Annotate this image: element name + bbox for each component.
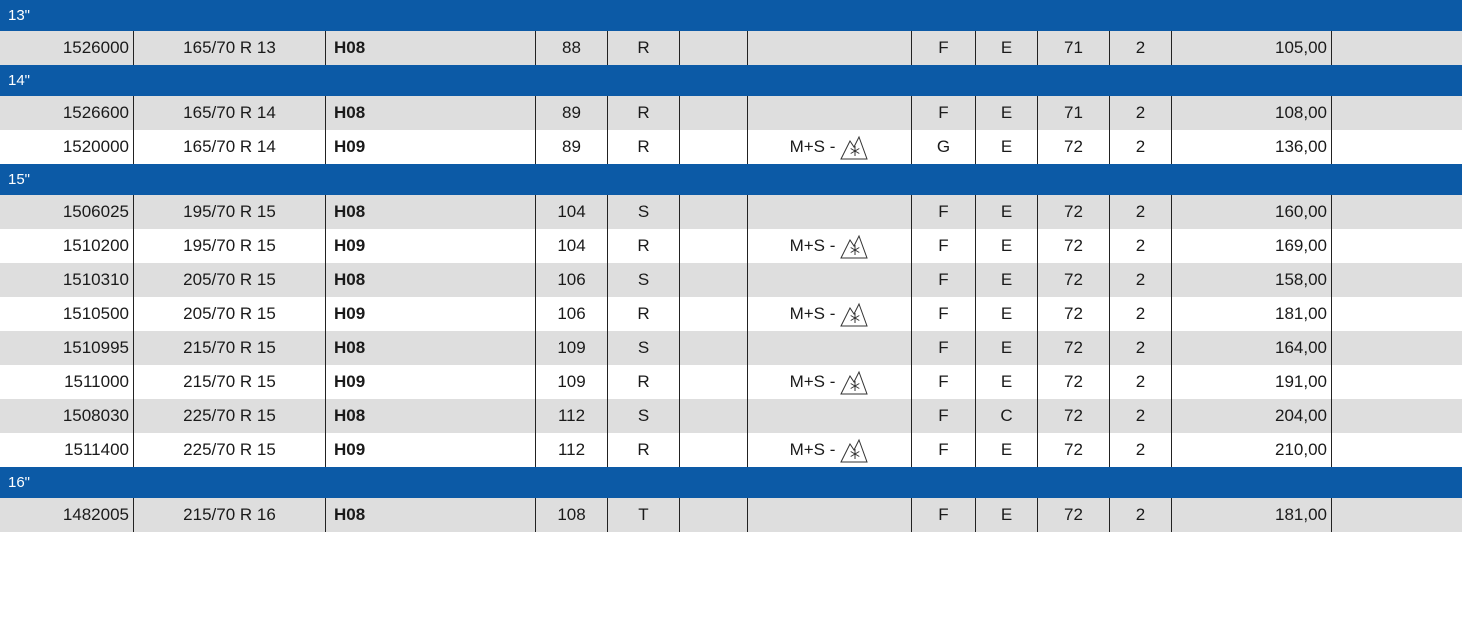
rim-size-header: [0, 467, 1462, 498]
wet-grip-class: E: [976, 263, 1038, 297]
tire-size: 225/70 R 15: [134, 399, 326, 433]
fuel-efficiency-class: F: [912, 498, 976, 532]
speed-index: R: [608, 433, 680, 467]
empty-cell: [680, 195, 748, 229]
price: 181,00: [1172, 498, 1332, 532]
rim-size-label: 13": [8, 7, 31, 24]
noise-class: 2: [1110, 130, 1172, 164]
load-index: 109: [536, 365, 608, 399]
trailing-cell: [1332, 399, 1462, 433]
noise-class: 2: [1110, 433, 1172, 467]
article-code: 1510200: [0, 229, 134, 263]
tread-model: H09: [326, 297, 536, 331]
trailing-cell: [1332, 31, 1462, 65]
table-row: [0, 433, 1462, 467]
noise-db: 72: [1038, 229, 1110, 263]
price: 210,00: [1172, 433, 1332, 467]
winter-marking: [748, 31, 912, 65]
wet-grip-class: E: [976, 297, 1038, 331]
winter-marking: [748, 130, 912, 164]
tire-size: 195/70 R 15: [134, 195, 326, 229]
noise-class: 2: [1110, 229, 1172, 263]
article-code: 1510500: [0, 297, 134, 331]
wet-grip-class: E: [976, 331, 1038, 365]
noise-class: 2: [1110, 399, 1172, 433]
noise-db: 72: [1038, 498, 1110, 532]
load-index: 108: [536, 498, 608, 532]
article-code: 1482005: [0, 498, 134, 532]
winter-marking: [748, 331, 912, 365]
tread-model: H08: [326, 96, 536, 130]
wet-grip-class: E: [976, 365, 1038, 399]
trailing-cell: [1332, 331, 1462, 365]
empty-cell: [680, 96, 748, 130]
noise-class: 2: [1110, 331, 1172, 365]
tire-size: 195/70 R 15: [134, 229, 326, 263]
noise-db: 72: [1038, 365, 1110, 399]
snowflake-mountain-icon: [839, 133, 869, 161]
winter-marking-text: M+S -: [789, 137, 836, 156]
tread-model: H09: [326, 433, 536, 467]
table-row: [0, 229, 1462, 263]
table-row: [0, 96, 1462, 130]
trailing-cell: [1332, 195, 1462, 229]
tire-size: 165/70 R 14: [134, 130, 326, 164]
winter-marking: [748, 96, 912, 130]
load-index: 112: [536, 433, 608, 467]
trailing-cell: [1332, 263, 1462, 297]
speed-index: R: [608, 31, 680, 65]
winter-marking-text: M+S -: [789, 372, 836, 391]
fuel-efficiency-class: F: [912, 195, 976, 229]
wet-grip-class: E: [976, 229, 1038, 263]
table-row: [0, 365, 1462, 399]
price: 105,00: [1172, 31, 1332, 65]
noise-db: 72: [1038, 263, 1110, 297]
winter-marking: [748, 365, 912, 399]
empty-cell: [680, 331, 748, 365]
rim-size-header: [0, 65, 1462, 96]
speed-index: S: [608, 263, 680, 297]
empty-cell: [680, 297, 748, 331]
fuel-efficiency-class: F: [912, 433, 976, 467]
empty-cell: [680, 399, 748, 433]
tire-size: 215/70 R 16: [134, 498, 326, 532]
wet-grip-class: E: [976, 433, 1038, 467]
fuel-efficiency-class: G: [912, 130, 976, 164]
empty-cell: [680, 263, 748, 297]
price: 204,00: [1172, 399, 1332, 433]
empty-cell: [680, 130, 748, 164]
tire-size: 215/70 R 15: [134, 365, 326, 399]
price: 191,00: [1172, 365, 1332, 399]
wet-grip-class: C: [976, 399, 1038, 433]
tread-model: H08: [326, 195, 536, 229]
noise-db: 71: [1038, 96, 1110, 130]
noise-class: 2: [1110, 96, 1172, 130]
article-code: 1511400: [0, 433, 134, 467]
article-code: 1526000: [0, 31, 134, 65]
fuel-efficiency-class: F: [912, 31, 976, 65]
tread-model: H08: [326, 331, 536, 365]
winter-marking-text: M+S -: [789, 304, 836, 323]
load-index: 104: [536, 229, 608, 263]
load-index: 112: [536, 399, 608, 433]
fuel-efficiency-class: F: [912, 399, 976, 433]
noise-db: 72: [1038, 399, 1110, 433]
tire-size: 215/70 R 15: [134, 331, 326, 365]
article-code: 1510310: [0, 263, 134, 297]
price: 169,00: [1172, 229, 1332, 263]
price: 164,00: [1172, 331, 1332, 365]
winter-marking: [748, 399, 912, 433]
article-code: 1508030: [0, 399, 134, 433]
price: 108,00: [1172, 96, 1332, 130]
tire-size: 165/70 R 14: [134, 96, 326, 130]
noise-class: 2: [1110, 297, 1172, 331]
winter-marking: [748, 263, 912, 297]
article-code: 1526600: [0, 96, 134, 130]
rim-size-label: 16": [8, 474, 31, 491]
snowflake-mountain-icon: [839, 232, 869, 260]
wet-grip-class: E: [976, 498, 1038, 532]
empty-cell: [680, 229, 748, 263]
article-code: 1506025: [0, 195, 134, 229]
speed-index: S: [608, 399, 680, 433]
noise-class: 2: [1110, 263, 1172, 297]
tire-size: 225/70 R 15: [134, 433, 326, 467]
price: 181,00: [1172, 297, 1332, 331]
table-row: [0, 195, 1462, 229]
tread-model: H08: [326, 263, 536, 297]
tire-size: 165/70 R 13: [134, 31, 326, 65]
price: 158,00: [1172, 263, 1332, 297]
table-row: [0, 130, 1462, 164]
trailing-cell: [1332, 433, 1462, 467]
load-index: 104: [536, 195, 608, 229]
winter-marking-text: M+S -: [789, 440, 836, 459]
speed-index: R: [608, 297, 680, 331]
snowflake-mountain-icon: [839, 300, 869, 328]
trailing-cell: [1332, 96, 1462, 130]
empty-cell: [680, 498, 748, 532]
load-index: 106: [536, 263, 608, 297]
tire-size: 205/70 R 15: [134, 297, 326, 331]
price: 136,00: [1172, 130, 1332, 164]
winter-marking: [748, 297, 912, 331]
load-index: 89: [536, 130, 608, 164]
fuel-efficiency-class: F: [912, 365, 976, 399]
article-code: 1510995: [0, 331, 134, 365]
price: 160,00: [1172, 195, 1332, 229]
speed-index: S: [608, 331, 680, 365]
rim-size-header: [0, 0, 1462, 31]
speed-index: R: [608, 365, 680, 399]
winter-marking: [748, 433, 912, 467]
trailing-cell: [1332, 297, 1462, 331]
snowflake-mountain-icon: [839, 436, 869, 464]
tread-model: H08: [326, 399, 536, 433]
speed-index: R: [608, 130, 680, 164]
winter-marking: [748, 229, 912, 263]
noise-class: 2: [1110, 31, 1172, 65]
fuel-efficiency-class: F: [912, 96, 976, 130]
fuel-efficiency-class: F: [912, 297, 976, 331]
rim-size-header: [0, 164, 1462, 195]
wet-grip-class: E: [976, 195, 1038, 229]
load-index: 109: [536, 331, 608, 365]
noise-db: 72: [1038, 195, 1110, 229]
wet-grip-class: E: [976, 96, 1038, 130]
table-row: [0, 498, 1462, 532]
snowflake-mountain-icon: [839, 368, 869, 396]
noise-db: 72: [1038, 297, 1110, 331]
wet-grip-class: E: [976, 31, 1038, 65]
wet-grip-class: E: [976, 130, 1038, 164]
table-row: [0, 297, 1462, 331]
noise-db: 72: [1038, 433, 1110, 467]
trailing-cell: [1332, 365, 1462, 399]
noise-db: 72: [1038, 130, 1110, 164]
table-row: [0, 31, 1462, 65]
empty-cell: [680, 31, 748, 65]
load-index: 89: [536, 96, 608, 130]
fuel-efficiency-class: F: [912, 263, 976, 297]
empty-cell: [680, 433, 748, 467]
load-index: 106: [536, 297, 608, 331]
noise-db: 72: [1038, 331, 1110, 365]
load-index: 88: [536, 31, 608, 65]
tread-model: H08: [326, 498, 536, 532]
trailing-cell: [1332, 498, 1462, 532]
tread-model: H08: [326, 31, 536, 65]
table-row: [0, 263, 1462, 297]
fuel-efficiency-class: F: [912, 331, 976, 365]
speed-index: R: [608, 229, 680, 263]
article-code: 1520000: [0, 130, 134, 164]
winter-marking-text: M+S -: [789, 236, 836, 255]
empty-cell: [680, 365, 748, 399]
tread-model: H09: [326, 229, 536, 263]
noise-class: 2: [1110, 195, 1172, 229]
table-row: [0, 331, 1462, 365]
winter-marking: [748, 195, 912, 229]
winter-marking: [748, 498, 912, 532]
trailing-cell: [1332, 229, 1462, 263]
tread-model: H09: [326, 365, 536, 399]
speed-index: R: [608, 96, 680, 130]
rim-size-label: 15": [8, 171, 31, 188]
rim-size-label: 14": [8, 72, 31, 89]
speed-index: T: [608, 498, 680, 532]
noise-class: 2: [1110, 498, 1172, 532]
trailing-cell: [1332, 130, 1462, 164]
noise-db: 71: [1038, 31, 1110, 65]
noise-class: 2: [1110, 365, 1172, 399]
fuel-efficiency-class: F: [912, 229, 976, 263]
tire-size: 205/70 R 15: [134, 263, 326, 297]
tread-model: H09: [326, 130, 536, 164]
article-code: 1511000: [0, 365, 134, 399]
speed-index: S: [608, 195, 680, 229]
table-row: [0, 399, 1462, 433]
